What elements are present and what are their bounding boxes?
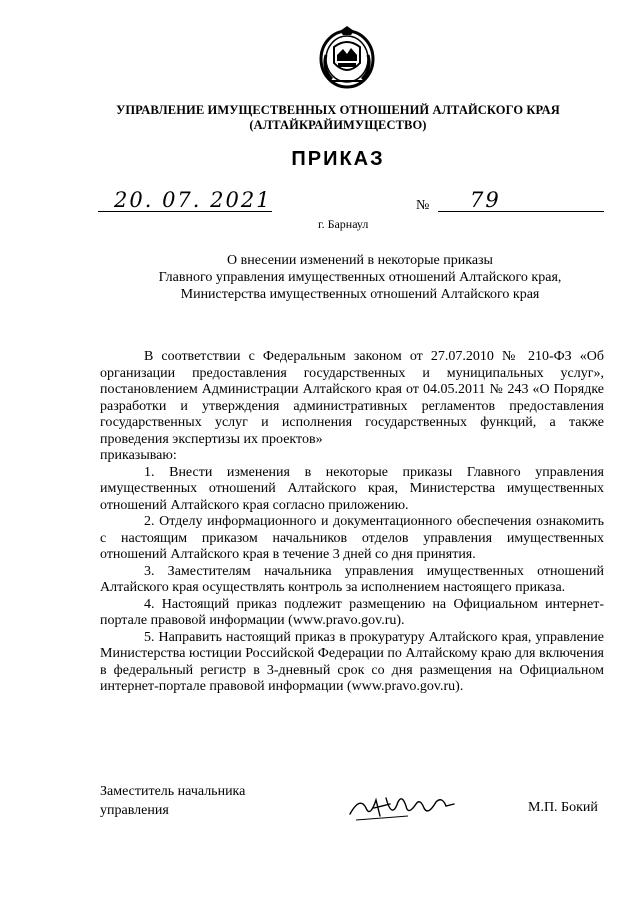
number-underline bbox=[438, 211, 604, 212]
signatory-name: М.П. Бокий bbox=[528, 800, 598, 815]
preamble-paragraph: В соответствии с Федеральным законом от 27.07.2010 № 210-ФЗ «Об организации предоставления государственных и муниципальных услуг», постановлением Администрации Алтайского края от 04.05.2011 № 243 «О Порядке разработки и утверждения административных регламентов предоставления государственных услуг и исполнения государственных функций, а также проведения экспертизы их проектов» bbox=[100, 349, 604, 447]
handwritten-signature bbox=[346, 790, 458, 824]
city-label: г. Барнаул bbox=[318, 217, 369, 231]
document-number: 79 bbox=[470, 188, 501, 212]
subject-line: Министерства имущественных отношений Алтайского края bbox=[180, 287, 540, 302]
order-item: 5. Направить настоящий приказ в прокуратуру Алтайского края, управление Министерства юстиции Российской Федерации по Алтайскому краю для включения в федеральный регистр в 3-дневный срок со дня размещения на Официальном интернет-портале правовой информации (www.pravo.gov.ru). bbox=[100, 629, 604, 694]
document-subject bbox=[100, 252, 620, 303]
order-item: 4. Настоящий приказ подлежит размещению на Официальном интернет-портале правовой информации (www.pravo.gov.ru). bbox=[100, 596, 604, 628]
date-underline bbox=[98, 211, 272, 212]
order-word: приказываю: bbox=[100, 448, 177, 463]
signatory-position-line: управления bbox=[100, 803, 169, 818]
document-body bbox=[100, 349, 604, 696]
document-date: 20. 07. 2021 bbox=[114, 188, 272, 212]
signatory-position bbox=[100, 782, 245, 820]
subject-line: Главного управления имущественных отношений Алтайского края, bbox=[158, 270, 562, 285]
order-item: 1. Внести изменения в некоторые приказы Главного управления имущественных отношений Алтайского края, Министерства имущественных отношений Алтайского края согласно приложению. bbox=[100, 464, 604, 513]
coat-of-arms-icon bbox=[318, 25, 376, 89]
number-label: № bbox=[416, 198, 430, 213]
order-item: 2. Отделу информационного и документационного обеспечения ознакомить с настоящим приказом начальников отделов управления имущественных отношений Алтайского края в течение 3 дней со дня принятия. bbox=[100, 514, 604, 562]
organization-short-name: (АЛТАЙКРАЙИМУЩЕСТВО) bbox=[249, 118, 427, 132]
order-item: 3. Заместителям начальника управления имущественных отношений Алтайского края осуществлять контроль за исполнением настоящего приказа. bbox=[100, 563, 604, 595]
organization-name: УПРАВЛЕНИЕ ИМУЩЕСТВЕННЫХ ОТНОШЕНИЙ АЛТАЙСКОГО КРАЯ bbox=[116, 103, 560, 117]
subject-line: О внесении изменений в некоторые приказы bbox=[227, 253, 493, 268]
signatory-position-line: Заместитель начальника bbox=[100, 784, 246, 799]
document-type-title: ПРИКАЗ bbox=[291, 148, 385, 170]
